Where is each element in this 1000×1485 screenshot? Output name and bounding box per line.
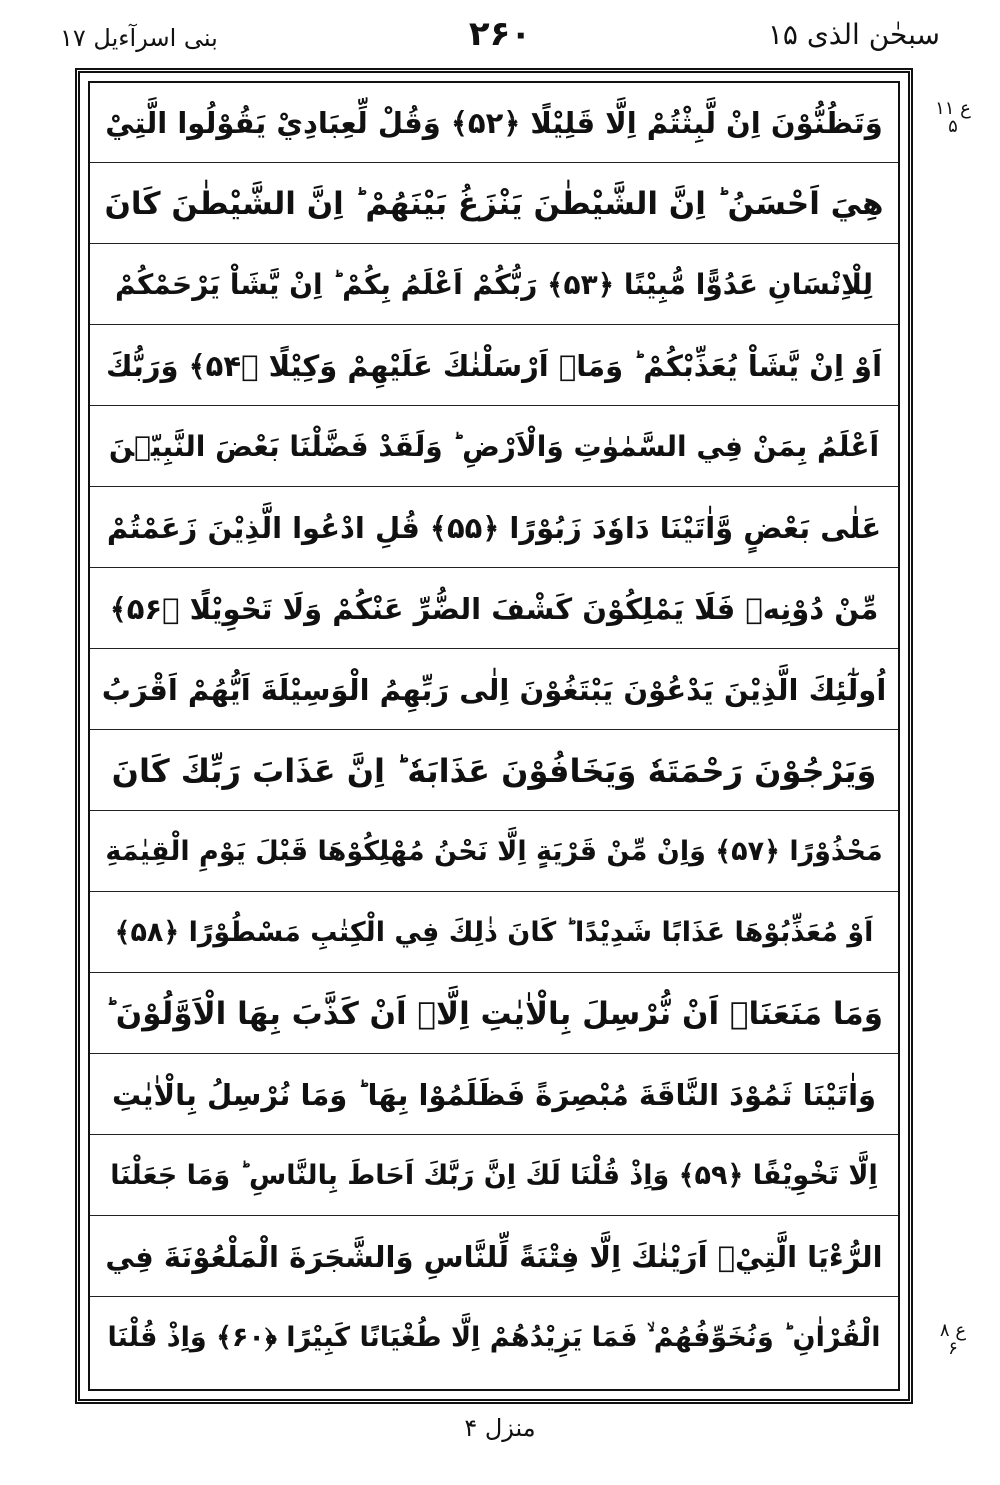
text-line-3: لِلْاِنْسَانِ عَدُوًّا مُّبِيْنًا ﴿۵۳﴾ رَبُّكُمْ اَعْلَمُ بِكُمْ ؕ اِنْ يَّشَاْ يَرْحَمْكُمْ: [90, 245, 898, 325]
text-line-5: اَعْلَمُ بِمَنْ فِي السَّمٰوٰتِ وَالْاَرْضِ ؕ وَلَقَدْ فَضَّلْنَا بَعْضَ النَّبِيّٖنَ: [90, 407, 898, 487]
text-line-10: مَحْذُوْرًا ﴿۵۷﴾ وَاِنْ مِّنْ قَرْيَةٍ اِلَّا نَحْنُ مُهْلِكُوْهَا قَبْلَ يَوْمِ الْقِيٰمَةِ: [90, 812, 898, 892]
text-line-12: وَمَا مَنَعَنَاۤ اَنْ نُّرْسِلَ بِالْاٰيٰتِ اِلَّاۤ اَنْ كَذَّبَ بِهَا الْاَوَّلُوْنَ ؕ: [90, 974, 898, 1054]
text-line-14: اِلَّا تَخْوِيْفًا ﴿۵۹﴾ وَاِذْ قُلْنَا لَكَ اِنَّ رَبَّكَ اَحَاطَ بِالنَّاسِ ؕ وَمَا جَعَلْنَا: [90, 1136, 898, 1216]
ruku-marker-bottom: ع ۸ ۶: [939, 1320, 967, 1359]
text-line-13: وَاٰتَيْنَا ثَمُوْدَ النَّاقَةَ مُبْصِرَةً فَظَلَمُوْا بِهَا ؕ وَمَا نُرْسِلُ بِالْاٰيٰتِ: [90, 1055, 898, 1135]
text-line-9: وَيَرْجُوْنَ رَحْمَتَهٗ وَيَخَافُوْنَ عَذَابَهٗ ؕ اِنَّ عَذَابَ رَبِّكَ كَانَ: [90, 731, 898, 811]
text-frame-inner: [88, 81, 900, 1391]
text-line-6: عَلٰى بَعْضٍ وَّاٰتَيْنَا دَاوٗدَ زَبُوْرًا ﴿۵۵﴾ قُلِ ادْعُوا الَّذِيْنَ زَعَمْتُمْ: [90, 488, 898, 568]
page-number: ۲۶۰: [468, 14, 532, 54]
text-line-15: الرُّءْيَا الَّتِيْۤ اَرَيْنٰكَ اِلَّا فِتْنَةً لِّلنَّاسِ وَالشَّجَرَةَ الْمَلْعُوْنَةَ فِي: [90, 1217, 898, 1297]
text-line-1: وَتَظُنُّوْنَ اِنْ لَّبِثْتُمْ اِلَّا قَلِيْلًا ﴿۵۲﴾ وَقُلْ لِّعِبَادِيْ يَقُوْلُوا الَّتِيْ: [90, 83, 898, 163]
text-line-7: مِّنْ دُوْنِهٖ فَلَا يَمْلِكُوْنَ كَشْفَ الضُّرِّ عَنْكُمْ وَلَا تَحْوِيْلًا ﴿۵۶﴾: [90, 569, 898, 649]
text-line-4: اَوْ اِنْ يَّشَاْ يُعَذِّبْكُمْ ؕ وَمَاۤ اَرْسَلْنٰكَ عَلَيْهِمْ وَكِيْلًا ﴿۵۴﴾ وَرَبُّكَ: [90, 326, 898, 406]
page-header: [60, 14, 940, 62]
text-line-8: اُولٰٓئِكَ الَّذِيْنَ يَدْعُوْنَ يَبْتَغُوْنَ اِلٰى رَبِّهِمُ الْوَسِيْلَةَ اَيُّهُمْ اَقْرَبُ: [90, 650, 898, 730]
text-frame: [75, 68, 913, 1404]
manzil-footer: منزل ۴: [464, 1414, 536, 1442]
text-line-11: اَوْ مُعَذِّبُوْهَا عَذَابًا شَدِيْدًا ؕ كَانَ ذٰلِكَ فِي الْكِتٰبِ مَسْطُوْرًا ﴿۵۸﴾: [90, 893, 898, 973]
text-line-16: الْقُرْاٰنِ ؕ وَنُخَوِّفُهُمْ ۙ فَمَا يَزِيْدُهُمْ اِلَّا طُغْيَانًا كَبِيْرًا ﴿۶۰﴾ وَاِذْ قُلْنَا: [107, 1322, 881, 1353]
surah-name: بنی اسرآءیل ۱۷: [60, 24, 218, 52]
text-line-2: هِيَ اَحْسَنُ ؕ اِنَّ الشَّيْطٰنَ يَنْزَغُ بَيْنَهُمْ ؕ اِنَّ الشَّيْطٰنَ كَانَ: [90, 164, 898, 244]
ruku-marker-top: ع ۱۱ ۵: [935, 98, 971, 137]
para-name: سبحٰن الذی ۱۵: [767, 18, 940, 51]
